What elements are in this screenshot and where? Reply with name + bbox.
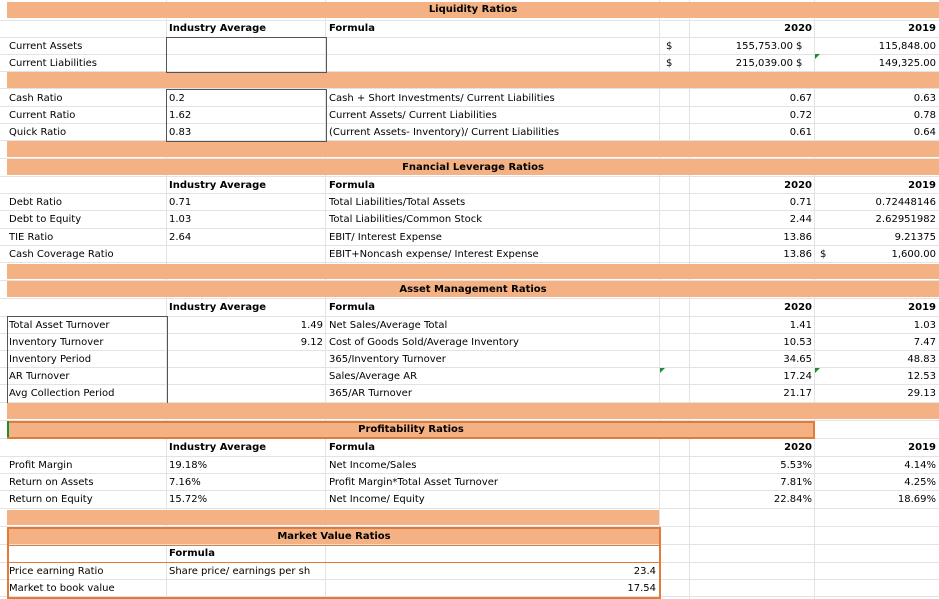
cash-ratio-avg[interactable]: 0.2 (169, 93, 185, 104)
cash-coverage-2019[interactable]: 1,600.00 (891, 249, 936, 260)
return-on-equity-2020[interactable]: 22.84% (773, 494, 812, 505)
section-separator-band (7, 141, 939, 157)
debt-to-equity-avg[interactable]: 1.03 (169, 214, 192, 225)
profit-margin-2020[interactable]: 5.53% (780, 460, 812, 471)
section-separator-band (7, 264, 939, 279)
return-on-assets-avg[interactable]: 7.16% (169, 477, 201, 488)
debt-to-equity-2019[interactable]: 2.62951982 (875, 214, 936, 225)
profitability-title[interactable]: Profitability Ratios (358, 424, 464, 435)
price-earning-formula[interactable]: Share price/ earnings per sh (169, 566, 311, 577)
market-to-book-value[interactable]: 17.54 (627, 583, 656, 594)
asset-industry-average-header[interactable]: Industry Average (169, 302, 267, 313)
leverage-year-2019[interactable]: 2019 (908, 180, 936, 191)
return-on-equity-avg[interactable]: 15.72% (169, 494, 208, 505)
cash-ratio-label[interactable]: Cash Ratio (9, 93, 63, 104)
leverage-formula-header[interactable]: Formula (329, 180, 375, 191)
asset-year-2020[interactable]: 2020 (784, 302, 812, 313)
profit-industry-average-header[interactable]: Industry Average (169, 442, 267, 453)
return-on-equity-formula[interactable]: Net Income/ Equity (329, 494, 425, 505)
tie-ratio-avg[interactable]: 2.64 (169, 232, 192, 243)
cell-border (7, 316, 168, 404)
inventory-period-2019[interactable]: 48.83 (907, 354, 936, 365)
debt-ratio-2019[interactable]: 0.72448146 (875, 197, 936, 208)
debt-ratio-label[interactable]: Debt Ratio (9, 197, 62, 208)
current-ratio-formula[interactable]: Current Assets/ Current Liabilities (329, 110, 497, 121)
price-earning-ratio-label[interactable]: Price earning Ratio (9, 566, 104, 577)
current-liabilities-2019[interactable]: 149,325.00 (878, 58, 936, 69)
section-separator-band (7, 403, 939, 419)
inventory-turnover-2019[interactable]: 7.47 (913, 337, 936, 348)
inventory-turnover-2020[interactable]: 10.53 (783, 337, 812, 348)
inventory-turnover-label[interactable]: Inventory Turnover (9, 337, 104, 348)
liquidity-title[interactable]: Liquidity Ratios (428, 4, 518, 15)
market-formula-header[interactable]: Formula (169, 548, 215, 559)
liquidity-year-2020[interactable]: 2020 (784, 23, 812, 34)
debt-ratio-formula[interactable]: Total Liabilities/Total Assets (329, 197, 466, 208)
header-underline (9, 562, 659, 563)
column-divider (659, 0, 660, 599)
market-to-book-label[interactable]: Market to book value (9, 583, 115, 594)
cash-coverage-label[interactable]: Cash Coverage Ratio (9, 249, 114, 260)
cell-border (166, 37, 327, 73)
quick-ratio-2019[interactable]: 0.64 (913, 127, 936, 138)
currency-symbol: $ (666, 41, 673, 52)
current-ratio-2019[interactable]: 0.78 (913, 110, 936, 121)
cash-coverage-2020[interactable]: 13.86 (783, 249, 812, 260)
leverage-industry-average-header[interactable]: Industry Average (169, 180, 267, 191)
cash-ratio-formula[interactable]: Cash + Short Investments/ Current Liabilities (329, 93, 555, 104)
inventory-turnover-avg[interactable]: 9.12 (300, 337, 323, 348)
return-on-equity-2019[interactable]: 18.69% (897, 494, 936, 505)
return-on-assets-2019[interactable]: 4.25% (904, 477, 936, 488)
current-ratio-2020[interactable]: 0.72 (789, 110, 812, 121)
error-indicator-icon (815, 368, 820, 373)
ar-turnover-formula[interactable]: Sales/Average AR (329, 371, 418, 382)
tie-ratio-formula[interactable]: EBIT/ Interest Expense (329, 232, 442, 243)
debt-to-equity-2020[interactable]: 2.44 (789, 214, 812, 225)
profit-year-2019[interactable]: 2019 (908, 442, 936, 453)
cash-ratio-2019[interactable]: 0.63 (913, 93, 936, 104)
liquidity-formula-header[interactable]: Formula (329, 23, 375, 34)
current-ratio-avg[interactable]: 1.62 (169, 110, 192, 121)
header-underline (9, 545, 659, 546)
quick-ratio-2020[interactable]: 0.61 (789, 127, 812, 138)
section-separator-band (7, 72, 939, 88)
currency-symbol: $ (666, 58, 673, 69)
inventory-period-2020[interactable]: 34.65 (783, 354, 812, 365)
liquidity-year-2019[interactable]: 2019 (908, 23, 936, 34)
error-indicator-icon (815, 54, 820, 59)
currency-symbol: $ (820, 249, 827, 260)
avg-collection-period-label[interactable]: Avg Collection Period (9, 388, 115, 399)
profit-margin-avg[interactable]: 19.18% (169, 460, 208, 471)
quick-ratio-label[interactable]: Quick Ratio (9, 127, 67, 138)
total-asset-turnover-2020[interactable]: 1.41 (789, 320, 812, 331)
profit-year-2020[interactable]: 2020 (784, 442, 812, 453)
tie-ratio-2020[interactable]: 13.86 (783, 232, 812, 243)
return-on-equity-label[interactable]: Return on Equity (9, 494, 93, 505)
asset-mgmt-title[interactable]: Asset Management Ratios (399, 284, 547, 295)
profit-margin-label[interactable]: Profit Margin (9, 460, 73, 471)
quick-ratio-formula[interactable]: (Current Assets- Inventory)/ Current Liabilities (329, 127, 560, 138)
profit-margin-2019[interactable]: 4.14% (904, 460, 936, 471)
price-earning-value[interactable]: 23.4 (633, 566, 656, 577)
asset-year-2019[interactable]: 2019 (908, 302, 936, 313)
asset-formula-header[interactable]: Formula (329, 302, 375, 313)
currency-symbol: $ (796, 58, 803, 69)
return-on-assets-2020[interactable]: 7.81% (780, 477, 812, 488)
profit-formula-header[interactable]: Formula (329, 442, 375, 453)
inventory-turnover-formula[interactable]: Cost of Goods Sold/Average Inventory (329, 337, 519, 348)
section-separator-band (7, 510, 659, 525)
ar-turnover-label[interactable]: AR Turnover (9, 371, 70, 382)
market-title[interactable]: Market Value Ratios (277, 531, 391, 542)
avg-collection-period-2020[interactable]: 21.17 (783, 388, 812, 399)
column-divider (689, 0, 690, 599)
cash-ratio-2020[interactable]: 0.67 (789, 93, 812, 104)
ar-turnover-2020[interactable]: 17.24 (783, 371, 812, 382)
total-asset-turnover-formula[interactable]: Net Sales/Average Total (329, 320, 448, 331)
inventory-period-formula[interactable]: 365/Inventory Turnover (329, 354, 446, 365)
avg-collection-period-2019[interactable]: 29.13 (907, 388, 936, 399)
total-asset-turnover-avg[interactable]: 1.49 (300, 320, 323, 331)
current-liabilities-2020[interactable]: 215,039.00 (735, 58, 793, 69)
profit-margin-formula[interactable]: Net Income/Sales (329, 460, 417, 471)
return-on-assets-label[interactable]: Return on Assets (9, 477, 94, 488)
debt-to-equity-formula[interactable]: Total Liabilities/Common Stock (329, 214, 483, 225)
quick-ratio-avg[interactable]: 0.83 (169, 127, 192, 138)
debt-to-equity-label[interactable]: Debt to Equity (9, 214, 82, 225)
debt-ratio-2020[interactable]: 0.71 (789, 197, 812, 208)
tie-ratio-2019[interactable]: 9.21375 (894, 232, 936, 243)
debt-ratio-avg[interactable]: 0.71 (169, 197, 192, 208)
total-asset-turnover-2019[interactable]: 1.03 (913, 320, 936, 331)
currency-symbol: $ (796, 41, 803, 52)
leverage-year-2020[interactable]: 2020 (784, 180, 812, 191)
column-divider (814, 0, 815, 599)
tie-ratio-label[interactable]: TIE Ratio (9, 232, 54, 243)
inventory-period-label[interactable]: Inventory Period (9, 354, 92, 365)
current-assets-2020[interactable]: 155,753.00 (735, 41, 793, 52)
error-indicator-icon (660, 368, 665, 373)
cash-coverage-formula[interactable]: EBIT+Noncash expense/ Interest Expense (329, 249, 539, 260)
return-on-assets-formula[interactable]: Profit Margin*Total Asset Turnover (329, 477, 498, 488)
total-asset-turnover-label[interactable]: Total Asset Turnover (9, 320, 110, 331)
current-liabilities-label[interactable]: Current Liabilities (9, 58, 97, 69)
leverage-title[interactable]: Fnancial Leverage Ratios (402, 162, 544, 173)
liquidity-industry-average-header[interactable]: Industry Average (169, 23, 267, 34)
ar-turnover-2019[interactable]: 12.53 (907, 371, 936, 382)
current-ratio-label[interactable]: Current Ratio (9, 110, 76, 121)
current-assets-label[interactable]: Current Assets (9, 41, 83, 52)
current-assets-2019[interactable]: 115,848.00 (878, 41, 936, 52)
avg-collection-period-formula[interactable]: 365/AR Turnover (329, 388, 412, 399)
